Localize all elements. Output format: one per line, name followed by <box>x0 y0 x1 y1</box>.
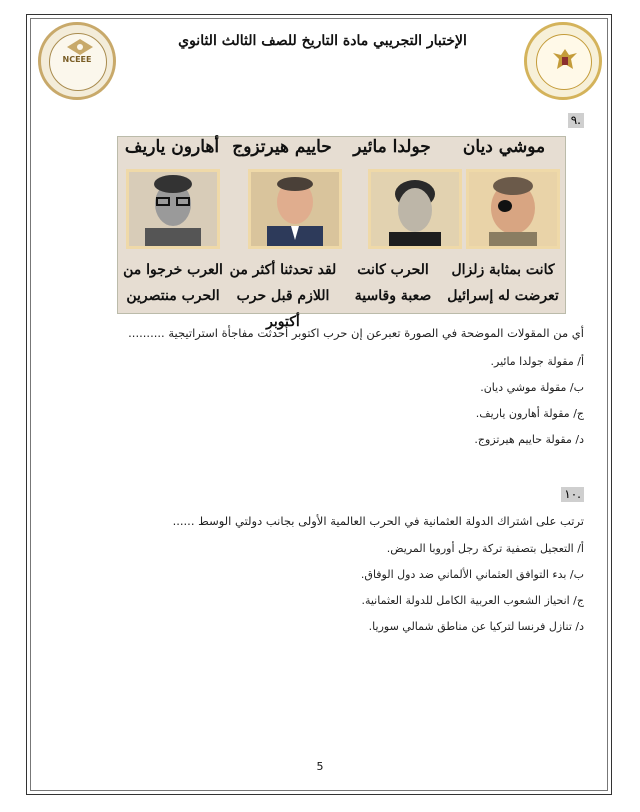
portrait-herzog <box>248 169 342 249</box>
question-10-number: .١٠ <box>561 487 584 502</box>
ncee-logo-text: NCEEE <box>62 55 92 64</box>
person-name-yariv: أهارون ياريف <box>124 137 220 157</box>
quote-yariv <box>119 257 227 309</box>
ncee-logo <box>38 22 116 100</box>
portrait-yariv-icon <box>129 172 217 246</box>
page-number: 5 <box>316 760 324 773</box>
question-9-option-b: ب/ مقولة موشي ديان. <box>480 381 584 394</box>
quote-dayan-line-1: كانت بمثابة زلزال <box>451 262 555 278</box>
quote-dayan <box>447 257 559 309</box>
quote-herzog-line-2: اللازم قبل حرب أكتوبر <box>236 288 330 330</box>
question-9-image <box>117 136 566 330</box>
portrait-dayan <box>466 169 560 249</box>
portrait-meir <box>368 169 462 249</box>
portrait-dayan-icon <box>469 172 557 246</box>
quote-meir <box>337 257 449 309</box>
page-border-inner <box>30 18 608 791</box>
person-name-dayan: موشي ديان <box>462 137 546 157</box>
question-10-option-b: ب/ بدء التوافق العثماني الألماني ضد دول الوفاق. <box>360 568 584 581</box>
question-9-number: .٩ <box>568 113 584 128</box>
quote-yariv-line-2: الحرب منتصرين <box>126 288 220 304</box>
ministry-logo <box>524 22 602 100</box>
quote-herzog <box>223 257 343 335</box>
portrait-herzog-icon <box>251 172 339 246</box>
question-9-option-c: ج/ مقولة أهارون ياريف. <box>475 407 584 420</box>
question-10-option-d: د/ تنازل فرنسا لتركيا عن مناطق شمالي سوريا. <box>368 620 584 633</box>
portrait-meir-icon <box>371 172 459 246</box>
question-10-option-c: ج/ انحياز الشعوب العربية الكامل للدولة العثمانية. <box>361 594 584 607</box>
ncee-emblem-icon <box>67 39 93 55</box>
quote-meir-line-1: الحرب كانت <box>357 262 429 278</box>
question-9-option-a: أ/ مقولة جولدا مائير. <box>490 355 584 368</box>
quote-dayan-line-2: تعرضت له إسرائيل <box>447 288 559 304</box>
question-10-option-a: أ/ التعجيل بتصفية تركة رجل أوروبا المريض. <box>386 542 584 555</box>
question-9-option-d: د/ مقولة حاييم هيرتزوج. <box>474 433 584 446</box>
page-title: الإختبار التجريبي مادة التاريخ للصف الثالث الثانوي <box>178 33 467 49</box>
quote-herzog-line-1: لقد تحدثنا أكثر من <box>229 262 337 278</box>
person-name-herzog: حاييم هيرتزوج <box>232 137 332 157</box>
quote-yariv-line-1: العرب خرجوا من <box>123 262 223 278</box>
eagle-emblem-icon <box>551 47 579 73</box>
quote-meir-line-2: صعبة وقاسية <box>354 288 432 304</box>
question-9-text: أي من المقولات الموضحة في الصورة تعبرعن إن حرب اكتوبر أحدثت مفاجأة استراتيجية .......... <box>128 326 584 340</box>
person-name-meir: جولدا مائير <box>353 137 431 157</box>
question-10-text: ترتب على اشتراك الدولة العثمانية في الحرب العالمية الأولى بجانب دولتي الوسط ...... <box>172 514 584 528</box>
portrait-yariv <box>126 169 220 249</box>
